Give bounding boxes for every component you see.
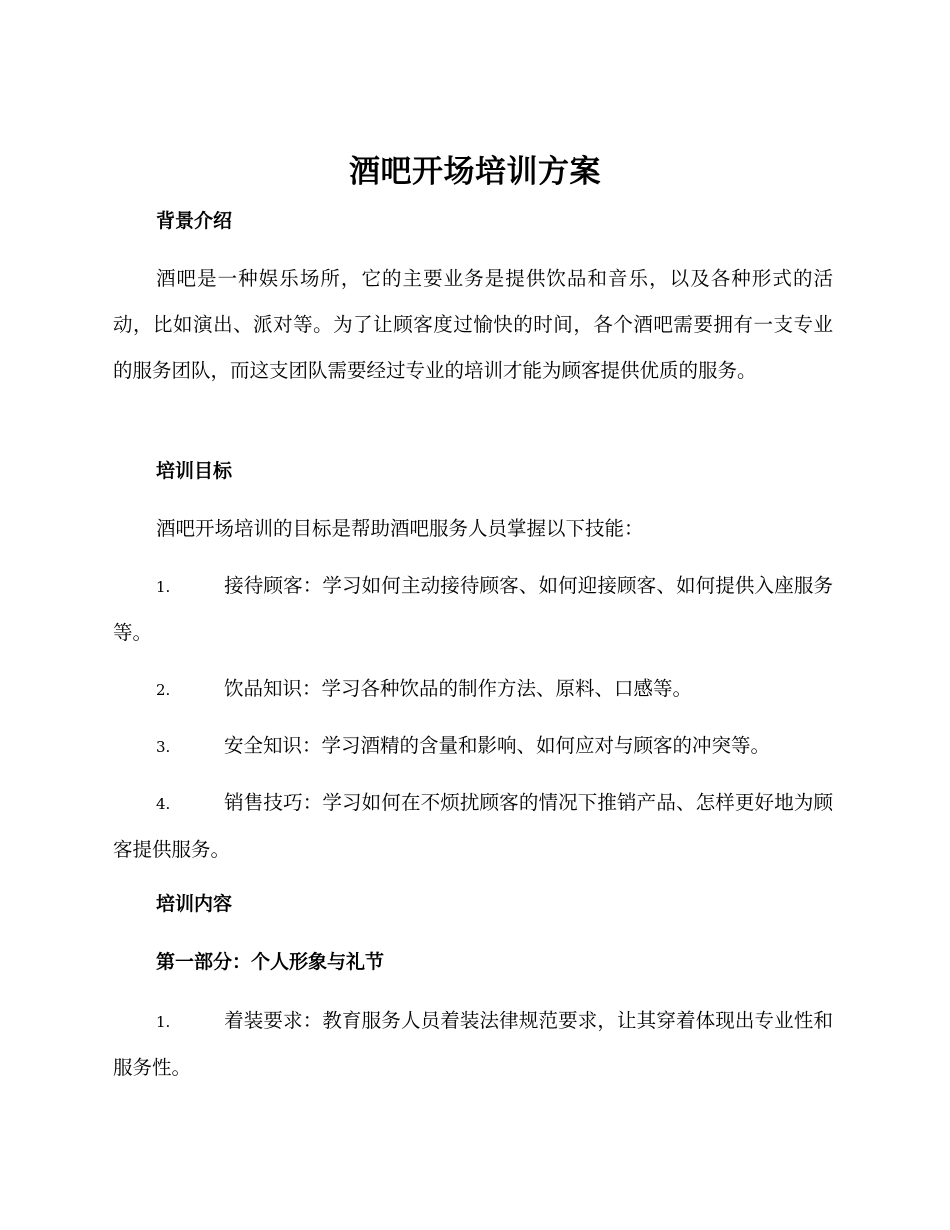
list-item-text: 着装要求：教育服务人员着装法律规范要求，让其穿着体现出专业性和服务性。 [113, 1009, 833, 1079]
section-heading-background: 背景介绍 [156, 210, 233, 232]
goals-intro-paragraph: 酒吧开场培训的目标是帮助酒吧服务人员掌握以下技能： [156, 517, 644, 540]
list-number: 4. [156, 795, 171, 813]
list-number: 2. [156, 681, 171, 699]
goal-item-4 [113, 780, 833, 873]
subsection-heading-part1: 第一部分：个人形象与礼节 [156, 951, 385, 973]
list-number: 1. [156, 578, 171, 596]
part1-item-1 [113, 998, 833, 1091]
goal-item-3 [113, 723, 833, 770]
document-title: 酒吧开场培训方案 [349, 154, 601, 190]
list-item-text: 接待顾客：学习如何主动接待顾客、如何迎接顾客、如何提供入座服务等。 [113, 574, 833, 644]
list-item-text: 饮品知识：学习各种饮品的制作方法、原料、口感等。 [224, 677, 693, 700]
goal-item-1 [113, 563, 833, 656]
list-number: 3. [156, 738, 171, 756]
section-heading-goals: 培训目标 [156, 460, 233, 482]
list-item-text: 销售技巧：学习如何在不烦扰顾客的情况下推销产品、怎样更好地为顾客提供服务。 [113, 791, 833, 861]
list-number: 1. [156, 1013, 171, 1031]
background-paragraph: 酒吧是一种娱乐场所，它的主要业务是提供饮品和音乐，以及各种形式的活动，比如演出、派对等。为了让顾客度过愉快的时间，各个酒吧需要拥有一支专业的服务团队，而这支团队需要经过专业的培训才能为顾客提供优质的服务。 [113, 267, 833, 382]
section-heading-content: 培训内容 [156, 893, 233, 915]
goal-item-2 [113, 666, 833, 713]
list-item-text: 安全知识：学习酒精的含量和影响、如何应对与顾客的冲突等。 [224, 734, 771, 757]
